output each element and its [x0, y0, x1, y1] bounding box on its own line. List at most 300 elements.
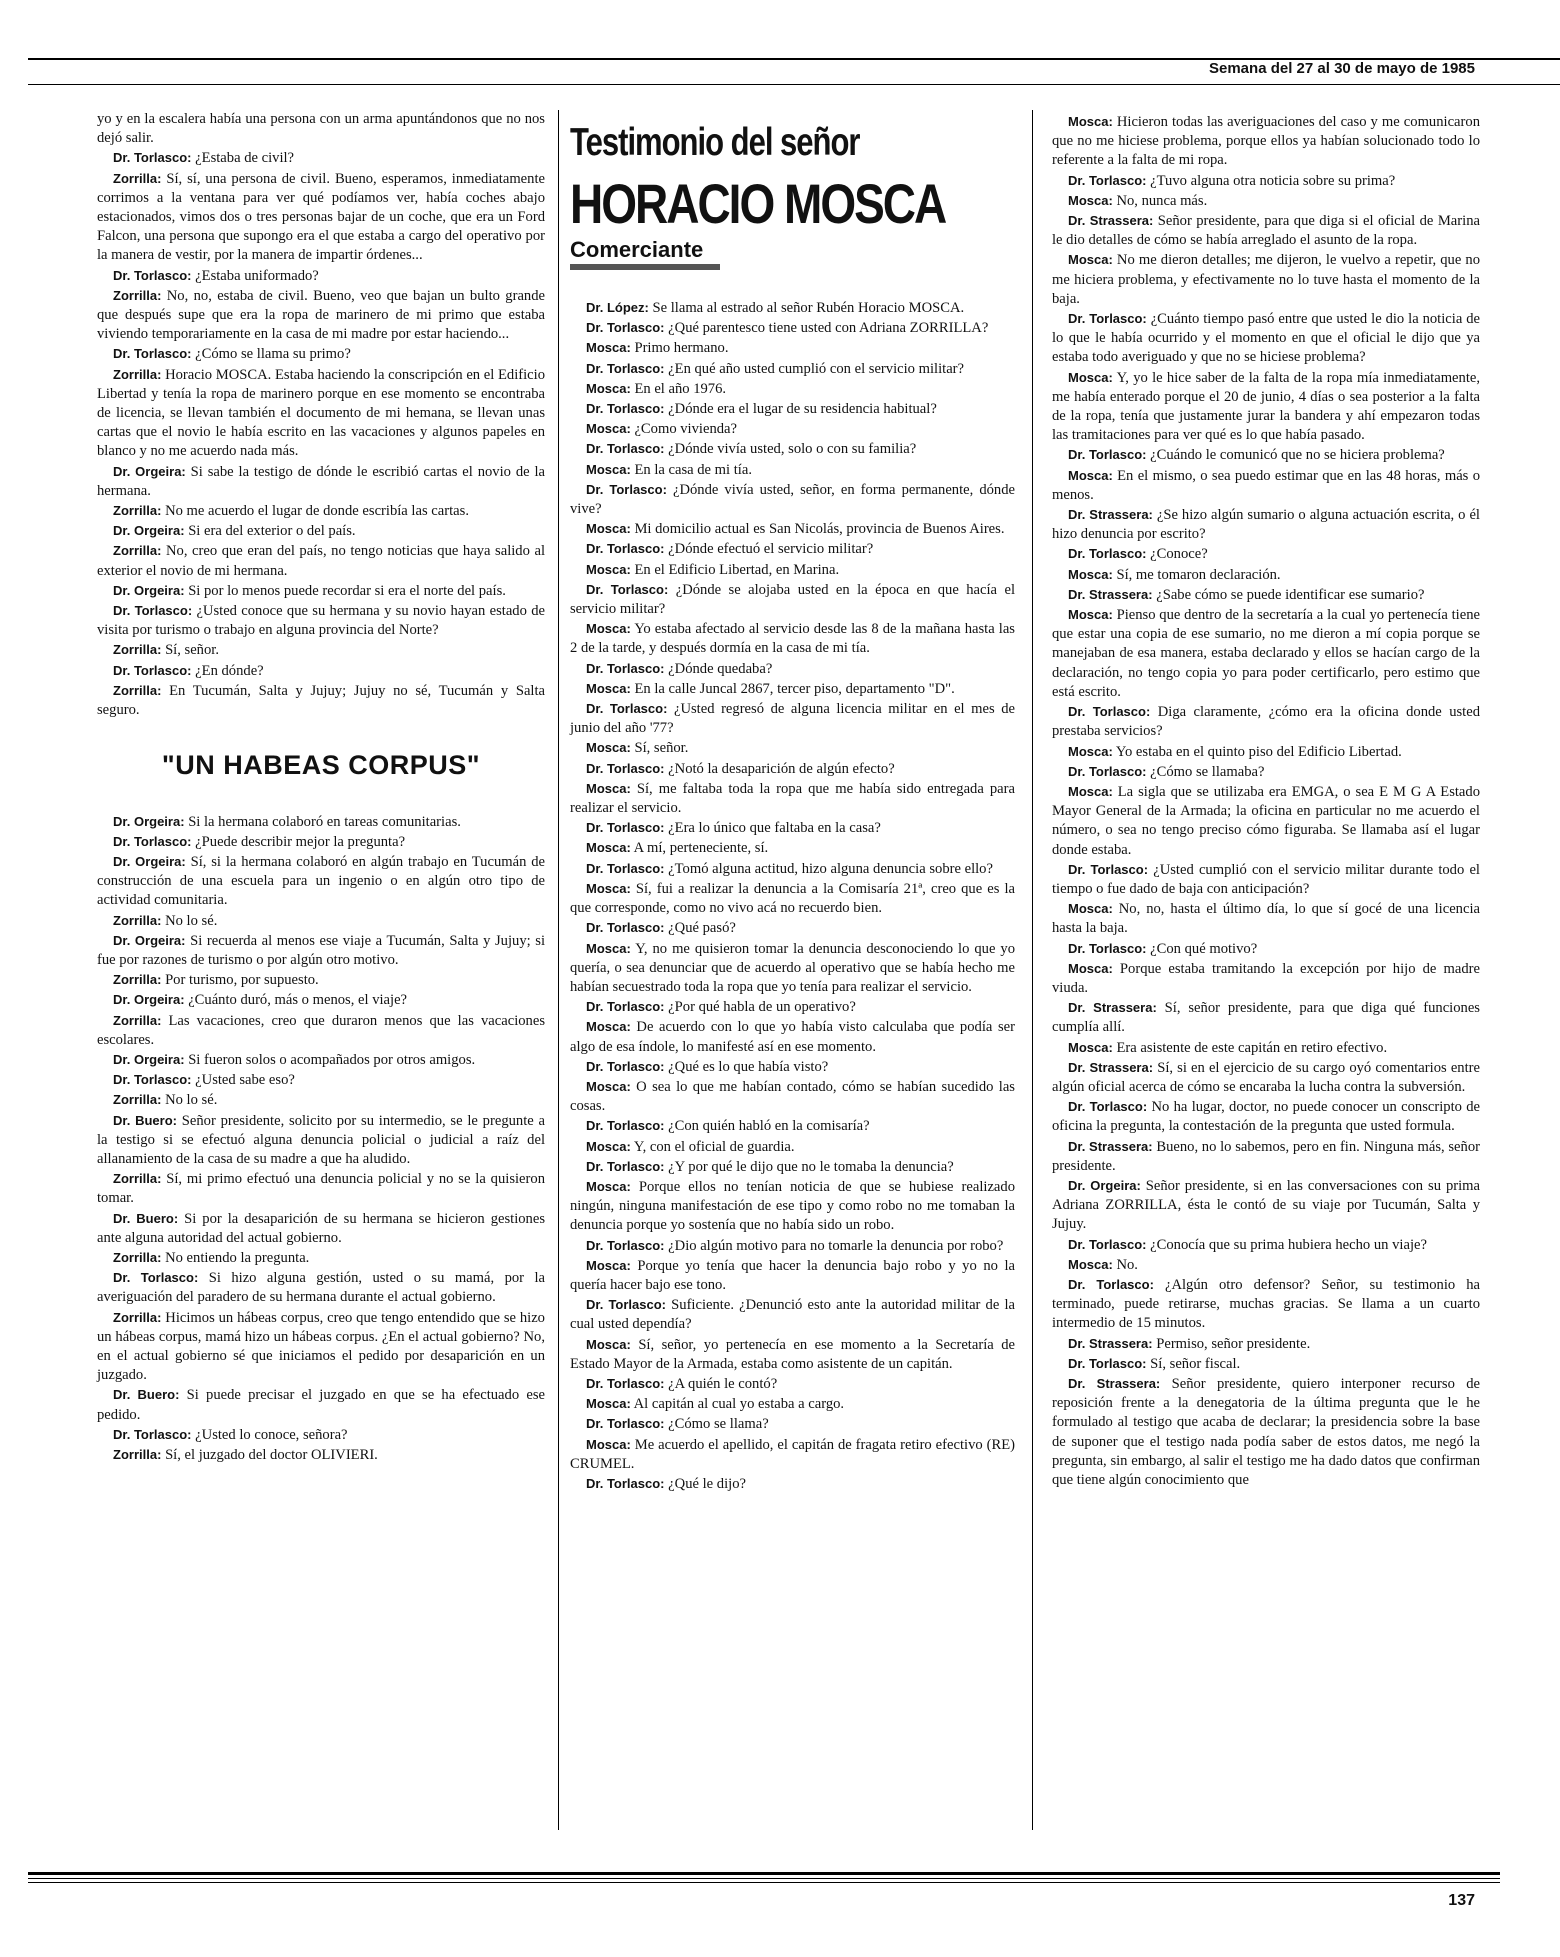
- speaker-label: Dr. Strassera:: [1068, 1376, 1161, 1391]
- dialogue-text: Porque yo tenía que hacer la denuncia bajo robo y yo no la quería hacer bajo ese tono.: [570, 1257, 1016, 1293]
- col1-part-b: [97, 812, 545, 1466]
- article-title-line1: Testimonio del señor: [570, 120, 860, 164]
- dialogue-paragraph: [1052, 1058, 1480, 1097]
- dialogue-paragraph: [570, 1057, 1015, 1077]
- dialogue-text: ¿Con qué motivo?: [1150, 940, 1258, 957]
- dialogue-text: Sí, si la hermana colaboró en algún trabajo en Tucumán de construcción de una escuela para un ingenio o en algún otro tipo de actividad comunitaria.: [97, 853, 545, 909]
- dialogue-paragraph: [570, 619, 1015, 658]
- speaker-label: Dr. Torlasco:: [1068, 172, 1147, 188]
- dialogue-paragraph: [570, 759, 1015, 779]
- dialogue-paragraph: [1052, 191, 1480, 211]
- page-number: 137: [1448, 1892, 1475, 1909]
- speaker-label: Dr. Torlasco:: [586, 760, 665, 776]
- dialogue-text: Sí, fui a realizar la denuncia a la Comisaría 21ª, creo que es la que corresponde, como no vivo acá no recuerdo bien.: [570, 880, 1015, 917]
- dialogue-paragraph: [570, 1295, 1015, 1334]
- dialogue-text: ¿Qué pasó?: [668, 920, 736, 937]
- dialogue-text: Señor presidente, quiero interponer recurso de reposición frente a la denegatoria de la última pregunta que le he formulado al testigo que acaba de declarar; la presidencia sobre la base de suponer que el testigo nada podía saber de estos datos, me negó la pregunta, sin embargo, al salir el testigo me ha dado datos que confirman que tiene algún conocimiento que: [1052, 1376, 1480, 1489]
- dialogue-text: ¿Se hizo algún sumario o alguna actuación escrita, o él hizo denuncia por escrito?: [1052, 507, 1480, 543]
- dialogue-paragraph: [570, 1017, 1015, 1056]
- speaker-label: Mosca:: [586, 1138, 631, 1154]
- dialogue-paragraph: [570, 419, 1015, 439]
- speaker-label: Mosca:: [586, 1436, 631, 1452]
- dialogue-paragraph: [97, 110, 545, 148]
- dialogue-paragraph: [570, 1157, 1015, 1177]
- dialogue-text: Señor presidente, para que diga si el oficial de Marina le dio detalles de cómo se había arreglado el asunto de la ropa.: [1052, 213, 1480, 249]
- dialogue-text: ¿Cómo se llama su primo?: [195, 346, 351, 363]
- dialogue-text: No, nunca más.: [1116, 192, 1208, 209]
- dialogue-text: Sí, el juzgado del doctor OLIVIERI.: [165, 1447, 378, 1463]
- dialogue-text: En la calle Juncal 2867, tercer piso, departamento "D".: [634, 680, 955, 697]
- dialogue-paragraph: [570, 560, 1015, 580]
- speaker-label: Dr. Strassera:: [1068, 507, 1153, 523]
- speaker-label: Mosca:: [586, 780, 631, 796]
- speaker-label: Mosca:: [586, 461, 631, 477]
- subtitle-bar: [570, 264, 720, 270]
- dialogue-paragraph: [570, 939, 1015, 998]
- speaker-label: Mosca:: [586, 880, 631, 896]
- speaker-label: Dr. Torlasco:: [586, 360, 665, 376]
- dialogue-paragraph: [570, 338, 1015, 358]
- speaker-label: Dr. Torlasco:: [113, 603, 193, 619]
- dialogue-text: ¿Dónde era el lugar de su residencia habitual?: [668, 401, 937, 418]
- dialogue-text: ¿Tuvo alguna otra noticia sobre su prima?: [1150, 172, 1396, 189]
- speaker-label: Dr. Torlasco:: [113, 267, 192, 283]
- section-heading: "UN HABEAS CORPUS": [161, 750, 481, 781]
- dialogue-paragraph: [97, 521, 545, 541]
- speaker-label: Dr. Torlasco:: [586, 660, 665, 676]
- dialogue-paragraph: [570, 359, 1015, 379]
- speaker-label: Dr. Orgeira:: [113, 582, 185, 598]
- dialogue-text: Horacio MOSCA. Estaba haciendo la conscripción en el Edificio Libertad y tenía la ropa de marinero porque en ese momento se encontraba de licencia, se llevan también el documento de mi hemana, se llevan unas cartas que el novio le había escrito en las vacaciones y algunos papeles en blanco y no me acuerdo nada más.: [97, 366, 545, 460]
- speaker-label: Mosca:: [1068, 1256, 1113, 1272]
- dialogue-text: ¿Cuándo le comunicó que no se hiciera problema?: [1150, 447, 1445, 464]
- dialogue-text: Señor presidente, si en las conversaciones con su prima Adriana ZORRILLA, ésta le contó de su viaje por Tucumán, Salta y Jujuy.: [1052, 1177, 1480, 1233]
- dialogue-text: En el mismo, o sea puedo estimar que en las 48 horas, más o menos.: [1052, 467, 1480, 503]
- dialogue-paragraph: [1052, 171, 1480, 191]
- dialogue-paragraph: [1052, 959, 1480, 998]
- speaker-label: Dr. Torlasco:: [586, 441, 665, 457]
- dialogue-paragraph: [570, 659, 1015, 679]
- dialogue-paragraph: [97, 640, 545, 660]
- speaker-label: Dr. Torlasco:: [586, 701, 668, 717]
- speaker-label: Dr. Torlasco:: [586, 320, 665, 336]
- speaker-label: Dr. Torlasco:: [586, 1158, 665, 1174]
- dialogue-text: Si la hermana colaboró en tareas comunitarias.: [188, 813, 461, 830]
- dialogue-text: Bueno, no lo sabemos, pero en fin. Ninguna más, señor presidente.: [1052, 1138, 1480, 1174]
- dialogue-paragraph: [1052, 445, 1480, 465]
- speaker-label: Dr. Torlasco:: [586, 920, 665, 936]
- dialogue-text: ¿Dónde efectuó el servicio militar?: [668, 541, 874, 558]
- dialogue-paragraph: [1052, 1334, 1480, 1354]
- speaker-label: Mosca:: [586, 521, 631, 537]
- dialogue-text: Diga claramente, ¿cómo era la oficina donde usted prestaba servicios?: [1052, 704, 1480, 740]
- speaker-label: Dr. Buero:: [113, 1210, 179, 1226]
- speaker-label: Dr. Torlasco:: [1068, 1099, 1148, 1115]
- speaker-label: Zorrilla:: [113, 642, 162, 658]
- dialogue-text: ¿Dio algún motivo para no tomarle la denuncia por robo?: [668, 1237, 1004, 1254]
- dialogue-paragraph: [1052, 702, 1480, 741]
- speaker-label: Mosca:: [586, 1078, 631, 1094]
- speaker-label: Mosca:: [1068, 192, 1113, 208]
- dialogue-paragraph: [1052, 112, 1480, 171]
- speaker-label: Zorrilla:: [113, 682, 162, 698]
- dialogue-paragraph: [1052, 1038, 1480, 1058]
- speaker-label: Mosca:: [1068, 369, 1113, 385]
- dialogue-text: No ha lugar, doctor, no puede conocer un conscripto de oficina la pregunta, la contestación de la pregunta que usted formula.: [1052, 1099, 1481, 1135]
- dialogue-text: Me acuerdo el apellido, el capitán de fragata retiro efectivo (RE) CRUMEL.: [570, 1436, 1015, 1472]
- dialogue-text: yo y en la escalera había una persona con un arma apuntándonos que no nos dejó salir.: [97, 111, 545, 147]
- speaker-label: Mosca:: [1068, 743, 1113, 759]
- dialogue-paragraph: [570, 1335, 1015, 1374]
- dialogue-text: No me dieron detalles; me dijeron, le vuelvo a repetir, que no me hiciera problema, y efectivamente no lo tuve hasta el momento de la baja.: [1052, 252, 1480, 307]
- speaker-label: Dr. Torlasco:: [1068, 763, 1147, 779]
- dialogue-paragraph: [97, 1425, 545, 1445]
- dialogue-paragraph: [1052, 1354, 1480, 1374]
- speaker-label: Dr. Strassera:: [1068, 586, 1153, 602]
- dialogue-paragraph: [1052, 860, 1480, 899]
- speaker-label: Mosca:: [1068, 467, 1113, 483]
- bottom-rule: [28, 1878, 1500, 1879]
- dialogue-text: Si por la desaparición de su hermana se hicieron gestiones ante alguna autoridad del actual gobierno.: [97, 1210, 546, 1246]
- dialogue-paragraph: [1052, 1275, 1480, 1334]
- dialogue-text: Si por lo menos puede recordar si era el norte del país.: [188, 582, 506, 599]
- dialogue-paragraph: [97, 911, 545, 931]
- dialogue-text: ¿Dónde vivía usted, señor, en forma permanente, dónde vive?: [570, 481, 1015, 518]
- dialogue-paragraph: [570, 738, 1015, 758]
- dialogue-text: ¿Tomó alguna actitud, hizo alguna denuncia sobre ello?: [668, 860, 993, 877]
- col2-body: [570, 298, 1015, 1494]
- speaker-label: Dr. Torlasco:: [1068, 1355, 1147, 1371]
- dialogue-paragraph: [1052, 1176, 1480, 1235]
- speaker-label: Dr. Torlasco:: [1068, 546, 1147, 562]
- speaker-label: Dr. Torlasco:: [1068, 311, 1147, 327]
- dialogue-paragraph: [1052, 250, 1480, 309]
- article-subtitle: Comerciante: [570, 237, 704, 262]
- speaker-label: Mosca:: [586, 740, 631, 756]
- dialogue-text: Y, con el oficial de guardia.: [633, 1138, 795, 1155]
- dialogue-paragraph: [1052, 466, 1480, 505]
- dialogue-paragraph: [570, 679, 1015, 699]
- speaker-label: Dr. Torlasco:: [1068, 940, 1147, 956]
- header-date: Semana del 27 al 30 de mayo de 1985: [1209, 60, 1475, 77]
- dialogue-paragraph: [570, 539, 1015, 559]
- dialogue-text: No, no, estaba de civil. Bueno, veo que bajan un bulto grande que después supe que era la ropa de marinero de mi primo que estaba viviendo temporariamente en la casa de mi madre por estar haciendo...: [97, 287, 545, 343]
- dialogue-text: Y, yo le hice saber de la falta de la ropa mía inmediatamente, me había enterado porque el 20 de junio, 4 días o sea posterior a la falta de la ropa, tenía que justamente jurar la bandera y ahí empezaron todas las tramitaciones para ver qué es lo que había pasado.: [1052, 369, 1481, 444]
- dialogue-text: Permiso, señor presidente.: [1156, 1335, 1311, 1352]
- speaker-label: Dr. Torlasco:: [113, 150, 192, 166]
- speaker-label: Dr. Strassera:: [1068, 1335, 1153, 1351]
- speaker-label: Dr. Torlasco:: [586, 401, 665, 417]
- dialogue-text: ¿Conoce?: [1150, 546, 1208, 563]
- speaker-label: Zorrilla:: [113, 1092, 162, 1108]
- dialogue-text: Si hizo alguna gestión, usted o su mamá, por la averiguación del paradero de su hermana durante el actual gobierno.: [97, 1270, 545, 1306]
- speaker-label: Zorrilla:: [113, 1447, 162, 1462]
- speaker-label: Mosca:: [586, 1178, 631, 1194]
- dialogue-paragraph: [97, 148, 545, 168]
- dialogue-text: ¿Cuánto tiempo pasó entre que usted le dio la noticia de lo que le había ocurrido y el momento en que el oficial le dijo que ya estaba todo averiguado y que no se hiciese problema?: [1052, 311, 1480, 366]
- dialogue-paragraph: [570, 519, 1015, 539]
- dialogue-text: Sí, señor.: [634, 740, 689, 757]
- dialogue-text: De acuerdo con lo que yo había visto calculaba que podía ser algo de esa índole, lo manifesté así en ese momento.: [570, 1019, 1015, 1055]
- dialogue-paragraph: [1052, 742, 1480, 762]
- dialogue-paragraph: [570, 1394, 1015, 1414]
- dialogue-paragraph: [1052, 1097, 1480, 1136]
- dialogue-paragraph: [97, 365, 545, 462]
- dialogue-text: ¿Puede describir mejor la pregunta?: [195, 833, 406, 850]
- speaker-label: Dr. Buero:: [113, 1112, 177, 1128]
- dialogue-paragraph: [97, 1011, 545, 1050]
- bottom-rule: [28, 1872, 1500, 1875]
- speaker-label: Dr. Orgeira:: [1068, 1177, 1141, 1193]
- dialogue-paragraph: [570, 480, 1015, 519]
- dialogue-text: En el Edificio Libertad, en Marina.: [634, 561, 840, 578]
- column-divider: [558, 110, 559, 1830]
- dialogue-paragraph: [97, 286, 545, 345]
- dialogue-text: ¿Usted cumplió con el servicio militar durante todo el tiempo o fue dado de baja con anticipación?: [1052, 861, 1480, 897]
- dialogue-text: Primo hermano.: [634, 340, 729, 357]
- speaker-label: Zorrilla:: [113, 1249, 162, 1265]
- dialogue-text: Sí, me tomaron declaración.: [1116, 566, 1281, 583]
- speaker-label: Dr. López:: [586, 300, 649, 315]
- dialogue-text: No lo sé.: [165, 912, 218, 929]
- dialogue-text: ¿Y por qué le dijo que no le tomaba la denuncia?: [668, 1158, 954, 1175]
- speaker-label: Dr. Torlasco:: [586, 1297, 666, 1313]
- dialogue-paragraph: [1052, 544, 1480, 564]
- column-divider: [1032, 110, 1033, 1830]
- dialogue-paragraph: [1052, 1255, 1480, 1275]
- dialogue-paragraph: [570, 399, 1015, 419]
- dialogue-paragraph: [570, 1137, 1015, 1157]
- speaker-label: Mosca:: [1068, 114, 1113, 129]
- dialogue-paragraph: [570, 318, 1015, 338]
- speaker-label: Zorrilla:: [113, 1309, 162, 1325]
- speaker-label: Dr. Torlasco:: [586, 820, 665, 836]
- dialogue-text: ¿Dónde quedaba?: [668, 660, 773, 677]
- dialogue-text: ¿Cómo se llama?: [668, 1416, 769, 1433]
- dialogue-paragraph: [570, 1474, 1015, 1494]
- dialogue-paragraph: [97, 1111, 545, 1170]
- speaker-label: Dr. Torlasco:: [1068, 861, 1149, 877]
- dialogue-text: ¿A quién le contó?: [668, 1375, 778, 1392]
- dialogue-text: Sí, si en el ejercicio de su cargo oyó comentarios entre algún oficial acerca de cómo se encaraba la lucha contra la subversión.: [1052, 1059, 1480, 1095]
- speaker-label: Mosca:: [586, 1019, 631, 1035]
- speaker-label: Mosca:: [586, 840, 631, 856]
- speaker-label: Mosca:: [1068, 1039, 1113, 1055]
- dialogue-paragraph: [97, 1169, 545, 1208]
- dialogue-text: Hicimos un hábeas corpus, creo que tengo entendido que se hizo un hábeas corpus, mamá hizo un hábeas corpus. ¿En el actual gobierno? No, en el actual gobierno sé que iniciamos el pedido por desaparición en un juzgado.: [97, 1309, 545, 1384]
- dialogue-paragraph: [1052, 309, 1480, 368]
- dialogue-text: Por turismo, por supuesto.: [165, 972, 319, 989]
- dialogue-paragraph: [1052, 998, 1480, 1037]
- dialogue-text: Sí, mi primo efectuó una denuncia policial y no se la quisieron tomar.: [97, 1171, 545, 1207]
- dialogue-paragraph: [97, 1090, 545, 1110]
- speaker-label: Zorrilla:: [113, 366, 162, 382]
- column-1: [97, 110, 545, 1465]
- dialogue-paragraph: [570, 879, 1015, 918]
- dialogue-text: ¿En dónde?: [195, 662, 264, 679]
- speaker-label: Zorrilla:: [113, 287, 162, 303]
- dialogue-text: ¿Cuánto duró, más o menos, el viaje?: [188, 992, 408, 1009]
- dialogue-paragraph: [570, 779, 1015, 818]
- dialogue-paragraph: [97, 501, 545, 521]
- dialogue-paragraph: [1052, 505, 1480, 544]
- speaker-label: Mosca:: [586, 1336, 631, 1352]
- dialogue-text: En la casa de mi tía.: [634, 461, 752, 478]
- dialogue-text: ¿Como vivienda?: [634, 421, 737, 438]
- dialogue-paragraph: [570, 838, 1015, 858]
- speaker-label: Dr. Torlasco:: [113, 833, 192, 849]
- speaker-label: Dr. Orgeira:: [113, 813, 185, 829]
- dialogue-paragraph: [1052, 1137, 1480, 1176]
- dialogue-text: ¿Notó la desaparición de algún efecto?: [668, 760, 895, 777]
- dialogue-text: ¿Qué parentesco tiene usted con Adriana ZORRILLA?: [668, 320, 989, 337]
- dialogue-text: Si sabe la testigo de dónde le escribió cartas el novio de la hermana.: [97, 463, 546, 499]
- dialogue-text: La sigla que se utilizaba era EMGA, o sea E M G A Estado Mayor General de la Armada; la oficina en particular no me acuerdo el número, o sea no tengo preciso cómo figuraba. Se llamaba así el lugar donde estaba.: [1052, 783, 1480, 858]
- dialogue-text: No entiendo la pregunta.: [165, 1249, 310, 1266]
- dialogue-text: ¿Con quién habló en la comisaría?: [668, 1118, 870, 1135]
- dialogue-paragraph: [570, 1414, 1015, 1434]
- dialogue-text: En el año 1976.: [634, 380, 727, 397]
- speaker-label: Zorrilla:: [113, 1012, 162, 1028]
- speaker-label: Mosca:: [586, 421, 631, 437]
- speaker-label: Dr. Torlasco:: [586, 860, 665, 876]
- dialogue-text: ¿Conocía que su prima hubiera hecho un viaje?: [1150, 1236, 1427, 1253]
- dialogue-text: Hicieron todas las averiguaciones del caso y me comunicaron que no me hiciese problema, porque ellos ya habían solucionado todo lo referente a la falta de mi ropa.: [1052, 114, 1480, 169]
- dialogue-text: Pienso que dentro de la secretaría a la cual yo pertenecía tiene que estar una copia de ese sumario, no me dieron a mí copia porque se manejaban de esa manera, estaba declarado y ellos se hacían cargo de la declaración, no tengo copia yo para poder certificarlo, pero estimo que está escrito.: [1052, 607, 1480, 700]
- dialogue-paragraph: [570, 699, 1015, 738]
- speaker-label: Mosca:: [586, 380, 631, 396]
- dialogue-text: Sí, señor.: [165, 642, 219, 659]
- dialogue-paragraph: [570, 580, 1015, 619]
- dialogue-paragraph: [97, 1385, 545, 1424]
- speaker-label: Dr. Strassera:: [1068, 1059, 1154, 1075]
- speaker-label: Mosca:: [1068, 566, 1113, 582]
- dialogue-text: ¿Usted lo conoce, señora?: [195, 1426, 348, 1443]
- dialogue-paragraph: [570, 1435, 1015, 1474]
- speaker-label: Dr. Orgeira:: [113, 853, 186, 869]
- dialogue-text: Yo estaba afectado al servicio desde las 8 de la mañana hasta las 2 de la tarde, y después dormía en la casa de mi tía.: [570, 621, 1015, 657]
- speaker-label: Dr. Torlasco:: [1068, 1236, 1147, 1252]
- speaker-label: Dr. Torlasco:: [586, 1237, 665, 1253]
- dialogue-text: Yo estaba en el quinto piso del Edificio Libertad.: [1115, 743, 1402, 760]
- speaker-label: Mosca:: [586, 940, 631, 956]
- dialogue-text: ¿Dónde se alojaba usted en la época en que hacía el servicio militar?: [570, 581, 1015, 618]
- speaker-label: Dr. Torlasco:: [1068, 704, 1151, 720]
- dialogue-text: No me acuerdo el lugar de donde escribía las cartas.: [165, 503, 469, 520]
- speaker-label: Dr. Torlasco:: [113, 1270, 199, 1286]
- speaker-label: Mosca:: [1068, 901, 1113, 917]
- dialogue-paragraph: [97, 1050, 545, 1070]
- speaker-label: Dr. Torlasco:: [113, 346, 192, 362]
- dialogue-paragraph: [570, 1374, 1015, 1394]
- dialogue-paragraph: [97, 832, 545, 852]
- dialogue-paragraph: [97, 541, 545, 580]
- dialogue-text: Si recuerda al menos ese viaje a Tucumán, Salta y Jujuy; si fue por razones de turismo o por algún otro motivo.: [97, 932, 546, 968]
- dialogue-text: Era asistente de este capitán en retiro efectivo.: [1116, 1039, 1388, 1056]
- dialogue-text: Si fueron solos o acompañados por otros amigos.: [188, 1051, 476, 1068]
- dialogue-paragraph: [97, 661, 545, 681]
- speaker-label: Dr. Torlasco:: [586, 1416, 665, 1432]
- dialogue-text: ¿Por qué habla de un operativo?: [668, 999, 856, 1016]
- column-2: [570, 110, 1015, 1494]
- article-title-line2: HORACIO MOSCA: [570, 172, 946, 236]
- speaker-label: Dr. Torlasco:: [586, 541, 665, 557]
- speaker-label: Mosca:: [586, 621, 631, 637]
- dialogue-text: Sí, sí, una persona de civil. Bueno, esperamos, inmediatamente corrimos a la ventana para ver qué podíamos ver, había coches abajo estacionados, vimos dos o tres personas bajar de un coche, que era un Ford Falcon, una persona que supongo era el que estaba a cargo del operativo por la manera de vestir, por la manera de impartir órdenes...: [97, 170, 545, 264]
- dialogue-paragraph: [1052, 899, 1480, 938]
- dialogue-paragraph: [97, 681, 545, 720]
- dialogue-paragraph: [97, 1308, 545, 1386]
- speaker-label: Dr. Strassera:: [1068, 1000, 1157, 1016]
- speaker-label: Dr. Orgeira:: [113, 463, 186, 479]
- dialogue-paragraph: [97, 266, 545, 286]
- dialogue-paragraph: [97, 931, 545, 970]
- dialogue-text: Sí, señor fiscal.: [1150, 1355, 1241, 1372]
- speaker-label: Dr. Torlasco:: [586, 1375, 665, 1391]
- dialogue-text: Sí, señor presidente, para que diga qué funciones cumplía allí.: [1052, 1000, 1480, 1036]
- speaker-label: Dr. Torlasco:: [1068, 1276, 1154, 1292]
- dialogue-text: ¿Qué es lo que había visto?: [668, 1058, 829, 1075]
- dialogue-text: ¿Estaba de civil?: [195, 150, 295, 167]
- dialogue-paragraph: [1052, 368, 1480, 446]
- dialogue-text: Sí, señor, yo pertenecía en ese momento a la Secretaría de Estado Mayor de la Armada, estaba como asistente de un capitán.: [570, 1336, 1016, 1372]
- speaker-label: Dr. Torlasco:: [586, 481, 667, 497]
- dialogue-paragraph: [1052, 585, 1480, 605]
- speaker-label: Dr. Buero:: [113, 1387, 180, 1403]
- dialogue-paragraph: [570, 379, 1015, 399]
- dialogue-paragraph: [570, 1236, 1015, 1256]
- speaker-label: Mosca:: [1068, 960, 1113, 976]
- speaker-label: Zorrilla:: [113, 543, 162, 559]
- speaker-label: Dr. Torlasco:: [586, 581, 669, 597]
- speaker-label: Mosca:: [586, 1257, 631, 1273]
- speaker-label: Dr. Torlasco:: [586, 1475, 665, 1491]
- dialogue-text: ¿Algún otro defensor? Señor, su testimonio ha terminado, puede retirarse, muchas gracias. Se llama a un cuarto intermedio de 15 minutos.: [1052, 1276, 1480, 1332]
- col1-part-a: [97, 110, 545, 720]
- dialogue-text: Porque estaba tramitando la excepción por hijo de madre viuda.: [1052, 960, 1480, 996]
- dialogue-text: ¿Estaba uniformado?: [195, 267, 319, 284]
- dialogue-paragraph: [97, 1268, 545, 1307]
- dialogue-text: O sea lo que me habían contado, cómo se habían sucedido las cosas.: [570, 1078, 1015, 1115]
- dialogue-text: ¿Qué le dijo?: [668, 1475, 746, 1492]
- speaker-label: Zorrilla:: [113, 912, 162, 928]
- speaker-label: Mosca:: [586, 561, 631, 577]
- dialogue-text: Se llama al estrado al señor Rubén Horacio MOSCA.: [652, 300, 965, 316]
- dialogue-paragraph: [97, 1209, 545, 1248]
- dialogue-paragraph: [570, 918, 1015, 938]
- dialogue-text: No lo sé.: [165, 1092, 218, 1109]
- column-3: [1052, 112, 1480, 1490]
- dialogue-text: Y, no me quisieron tomar la denuncia desconociendo lo que yo quería, o sea denunciar que de acuerdo al operativo que se había hecho me habían secuestrado toda la ropa que yo tenía para realizar el servicio.: [570, 940, 1015, 995]
- dialogue-paragraph: [97, 1248, 545, 1268]
- dialogue-text: ¿Usted regresó de alguna licencia militar en el mes de junio del año '77?: [570, 701, 1015, 737]
- dialogue-text: ¿Usted conoce que su hermana y su novio hayan estado de visita por turismo o trabajo en alguna provincia del Norte?: [97, 603, 545, 639]
- dialogue-text: Las vacaciones, creo que duraron menos que las vacaciones escolares.: [97, 1012, 545, 1048]
- speaker-label: Dr. Orgeira:: [113, 932, 186, 948]
- dialogue-paragraph: [97, 169, 545, 266]
- dialogue-text: Sí, me faltaba toda la ropa que me había sido entregada para realizar el servicio.: [570, 780, 1015, 817]
- speaker-label: Dr. Torlasco:: [586, 1118, 665, 1134]
- dialogue-text: Si era del exterior o del país.: [188, 523, 356, 540]
- dialogue-paragraph: [97, 812, 545, 832]
- dialogue-paragraph: [1052, 762, 1480, 782]
- dialogue-text: Porque ellos no tenían noticia de que se hubiese realizado ningún, ninguna manifestación de ese tipo y como robo no me tomaban la denuncia porque yo sostenía que no había sido un robo.: [570, 1178, 1015, 1234]
- speaker-label: Mosca:: [586, 340, 631, 356]
- speaker-label: Zorrilla:: [113, 1171, 162, 1187]
- speaker-label: Zorrilla:: [113, 503, 162, 519]
- dialogue-paragraph: [97, 462, 545, 501]
- speaker-label: Dr. Torlasco:: [113, 1072, 192, 1088]
